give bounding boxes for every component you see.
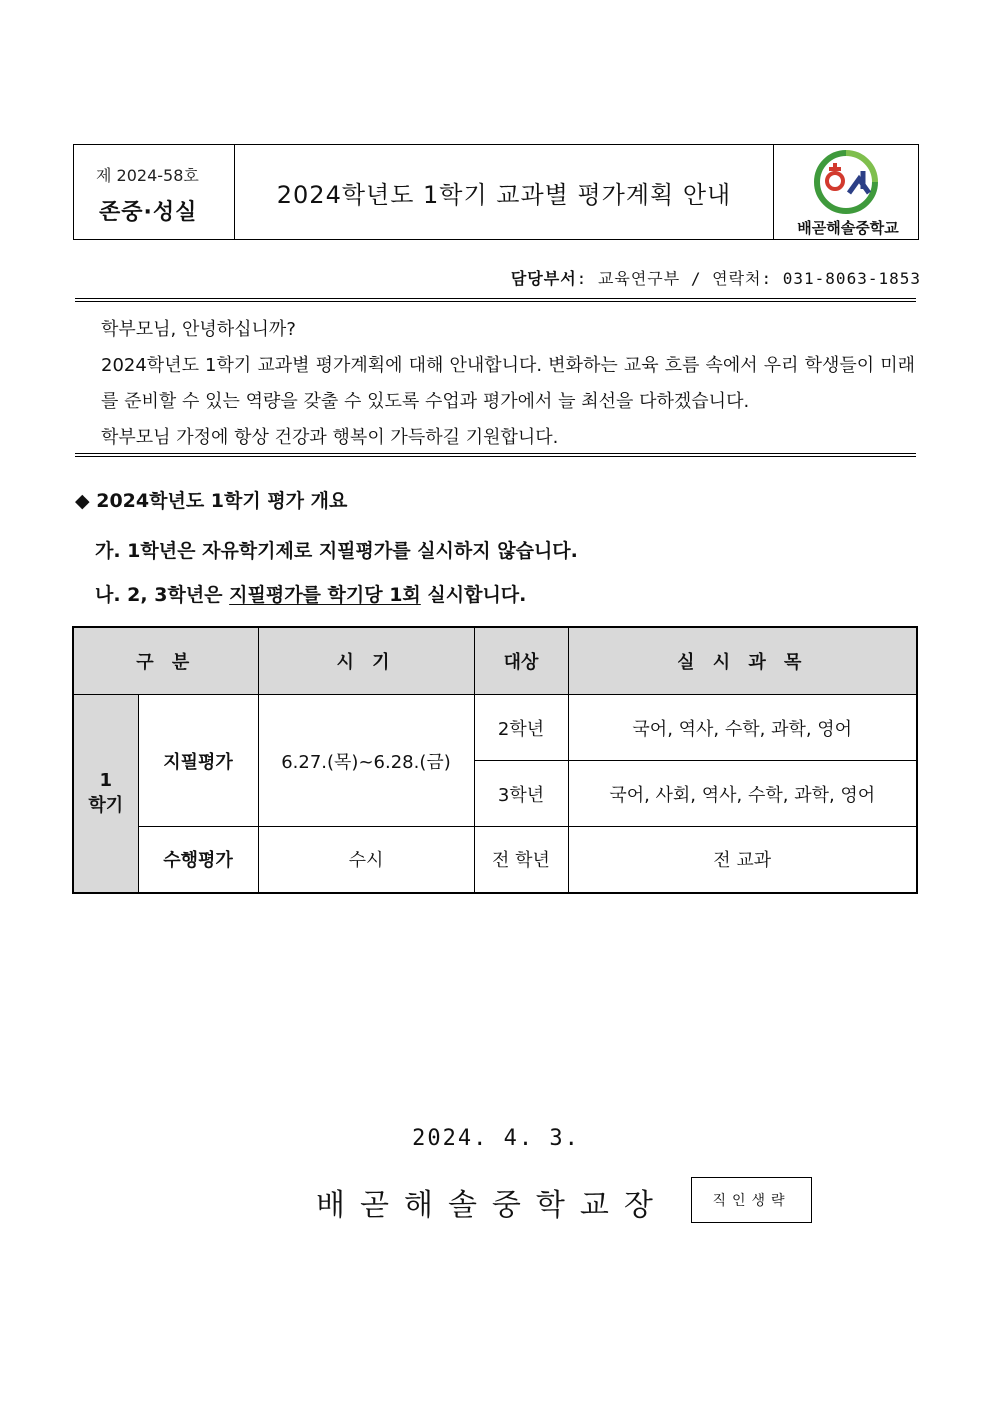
letter-body	[85, 312, 915, 456]
seal-omitted-box: 직인생략	[691, 1177, 812, 1223]
school-motto: 존중·성실	[99, 200, 198, 225]
subjects-cell: 국어, 사회, 역사, 수학, 과학, 영어	[568, 761, 917, 827]
principal-signature: 배곧해솔중학교장	[316, 1188, 668, 1223]
table-row	[73, 695, 917, 761]
performance-period-cell: 수시	[258, 827, 474, 893]
performance-type-cell: 수행평가	[138, 827, 258, 893]
header-category: 구 분	[73, 627, 258, 695]
top-double-rule	[75, 298, 916, 302]
phone-value: 031-8063-1853	[782, 269, 921, 288]
document-title: 2024학년도 1학기 교과별 평가계획 안내	[235, 145, 774, 239]
header-left-cell	[74, 145, 235, 239]
document-number: 제 2024-58호	[96, 166, 199, 185]
bottom-double-rule	[75, 453, 916, 457]
greeting: 학부모님, 안녕하십니까?	[101, 319, 296, 340]
written-type-cell: 지필평가	[138, 695, 258, 827]
target-cell: 전 학년	[474, 827, 568, 893]
overview-item-a: 가. 1학년은 자유학기제로 지필평가를 실시하지 않습니다.	[95, 540, 578, 562]
issue-date: 2024. 4. 3.	[412, 1126, 580, 1151]
target-cell: 2학년	[474, 695, 568, 761]
contact-info: 담당부서: 교육연구부 / 연락처: 031-8063-1853	[510, 269, 921, 288]
evaluation-table	[72, 626, 918, 894]
school-logo-icon	[811, 149, 881, 215]
header-period: 시 기	[258, 627, 474, 695]
overview-title: ◆ 2024학년도 1학기 평가 개요	[75, 490, 348, 512]
table-row	[73, 827, 917, 893]
dept-label: 담당부서	[510, 269, 577, 288]
subjects-cell: 국어, 역사, 수학, 과학, 영어	[568, 695, 917, 761]
dept-value: 교육연구부	[597, 269, 681, 288]
school-name-logo-text: 배곧해솔중학교	[797, 219, 899, 237]
header-target: 대상	[474, 627, 568, 695]
table-header-row	[73, 627, 917, 695]
underlined-text: 지필평가를 학기당 1회	[229, 584, 421, 606]
letter-closing: 학부모님 가정에 항상 건강과 행복이 가득하길 기원합니다.	[101, 427, 559, 448]
phone-label: 연락처	[712, 269, 762, 288]
subjects-cell: 전 교과	[568, 827, 917, 893]
semester-cell: 1 학기	[73, 695, 138, 893]
letter-paragraph: 2024학년도 1학기 교과별 평가계획에 대해 안내합니다. 변화하는 교육 흐름 속에서 우리 학생들이 미래를 준비할 수 있는 역량을 갖출 수 있도록 수업과 평가에서 늘 최선을 다하겠습니다.	[101, 355, 915, 412]
overview-item-b: 나. 2, 3학년은 지필평가를 학기당 1회 실시합니다.	[95, 584, 527, 606]
header-subjects: 실 시 과 목	[568, 627, 917, 695]
document-header	[73, 144, 919, 240]
written-period-cell: 6.27.(목)~6.28.(금)	[258, 695, 474, 827]
target-cell: 3학년	[474, 761, 568, 827]
header-logo-cell	[774, 145, 918, 239]
